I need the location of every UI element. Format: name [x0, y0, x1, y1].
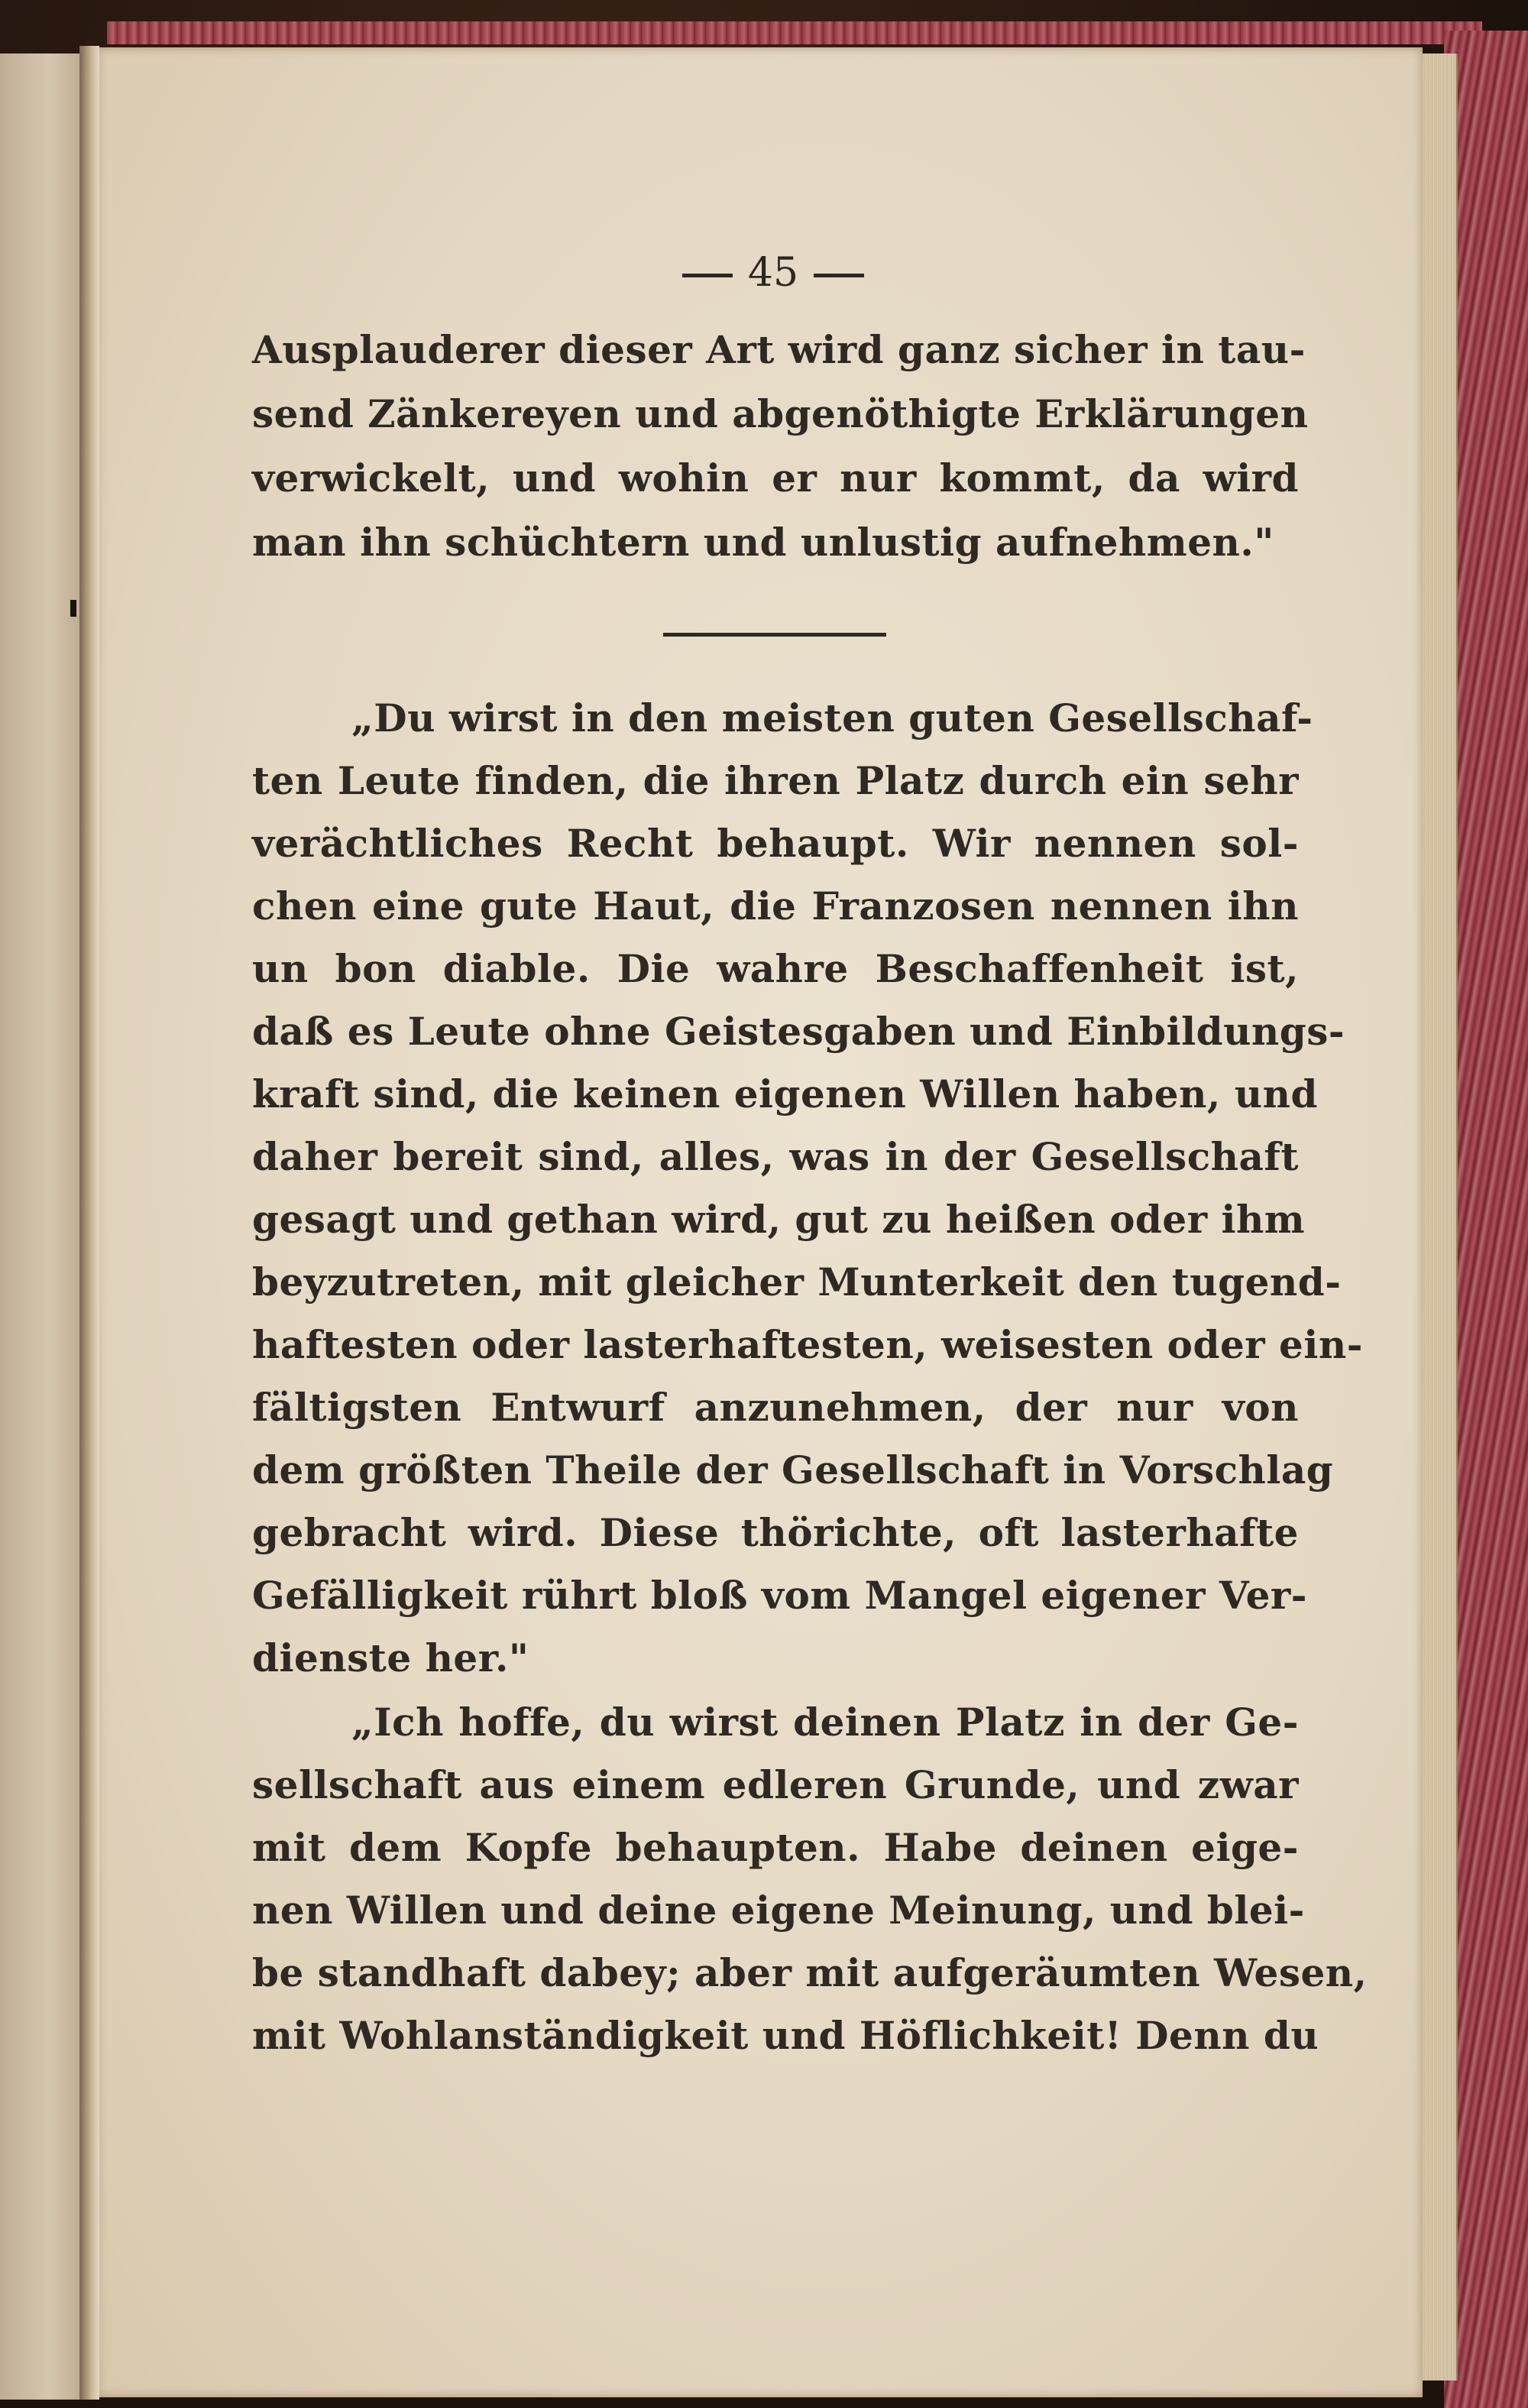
- text-line: haftesten oder lasterhaftesten, weisesten oder ein-: [252, 1322, 1363, 1367]
- header-dash-right: [814, 274, 864, 277]
- section-divider: [663, 633, 886, 637]
- page-mark: [70, 600, 76, 617]
- page-header: [620, 246, 926, 300]
- text-line: beyzutreten, mit gleicher Munterkeit den tugend-: [252, 1259, 1342, 1304]
- text-line: daß es Leute ohne Geistesgaben und Einbildungs-: [252, 1009, 1345, 1054]
- text-line: fältigsten Entwurf anzunehmen, der nur von: [252, 1385, 1299, 1430]
- text-line: gesagt und gethan wird, gut zu heißen oder ihm: [252, 1197, 1306, 1242]
- text-line: man ihn schüchtern und unlustig aufnehmen.": [252, 520, 1274, 565]
- text-line: Ausplauderer dieser Art wird ganz sicher in tau-: [252, 327, 1306, 372]
- header-dash-left: [682, 274, 733, 277]
- text-line: sellschaft aus einem edleren Grunde, und zwar: [252, 1762, 1299, 1807]
- text-line: ten Leute finden, die ihren Platz durch ein sehr: [252, 758, 1299, 803]
- text-line: gebracht wird. Diese thörichte, oft lasterhafte: [252, 1510, 1299, 1555]
- text-line: un bon diable. Die wahre Beschaffenheit ist,: [252, 946, 1299, 991]
- book-cover-top: [107, 21, 1482, 44]
- text-line: dienste her.": [252, 1635, 529, 1680]
- text-line: mit Wohlanständigkeit und Höflichkeit! Denn du: [252, 2013, 1319, 2058]
- book-gutter: [79, 46, 99, 2400]
- text-line: chen eine gute Haut, die Franzosen nennen ihn: [252, 883, 1299, 929]
- text-line: mit dem Kopfe behaupten. Habe deinen eige-: [252, 1825, 1299, 1870]
- text-line: verächtliches Recht behaupt. Wir nennen sol-: [252, 821, 1299, 866]
- left-page-edge: [0, 53, 90, 2400]
- text-line: „Du wirst in den meisten guten Gesellschaf-: [351, 695, 1313, 741]
- text-line: kraft sind, die keinen eigenen Willen haben, und: [252, 1071, 1318, 1116]
- text-line: „Ich hoffe, du wirst deinen Platz in der Ge-: [351, 1700, 1299, 1745]
- text-line: Gefälligkeit rührt bloß vom Mangel eigener Ver-: [252, 1573, 1307, 1618]
- text-line: daher bereit sind, alles, was in der Gesellschaft: [252, 1134, 1299, 1179]
- page-number: 45: [747, 250, 799, 296]
- text-line: send Zänkereyen und abgenöthigte Erklärungen: [252, 391, 1309, 436]
- text-line: dem größten Theile der Gesellschaft in Vorschlag: [252, 1447, 1334, 1492]
- text-line: nen Willen und deine eigene Meinung, und blei-: [252, 1888, 1305, 1933]
- text-line: be standhaft dabey; aber mit aufgeräumten Wesen,: [252, 1950, 1368, 1995]
- text-line: verwickelt, und wohin er nur kommt, da wird: [252, 455, 1299, 501]
- page-stack-edge: [1420, 53, 1458, 2380]
